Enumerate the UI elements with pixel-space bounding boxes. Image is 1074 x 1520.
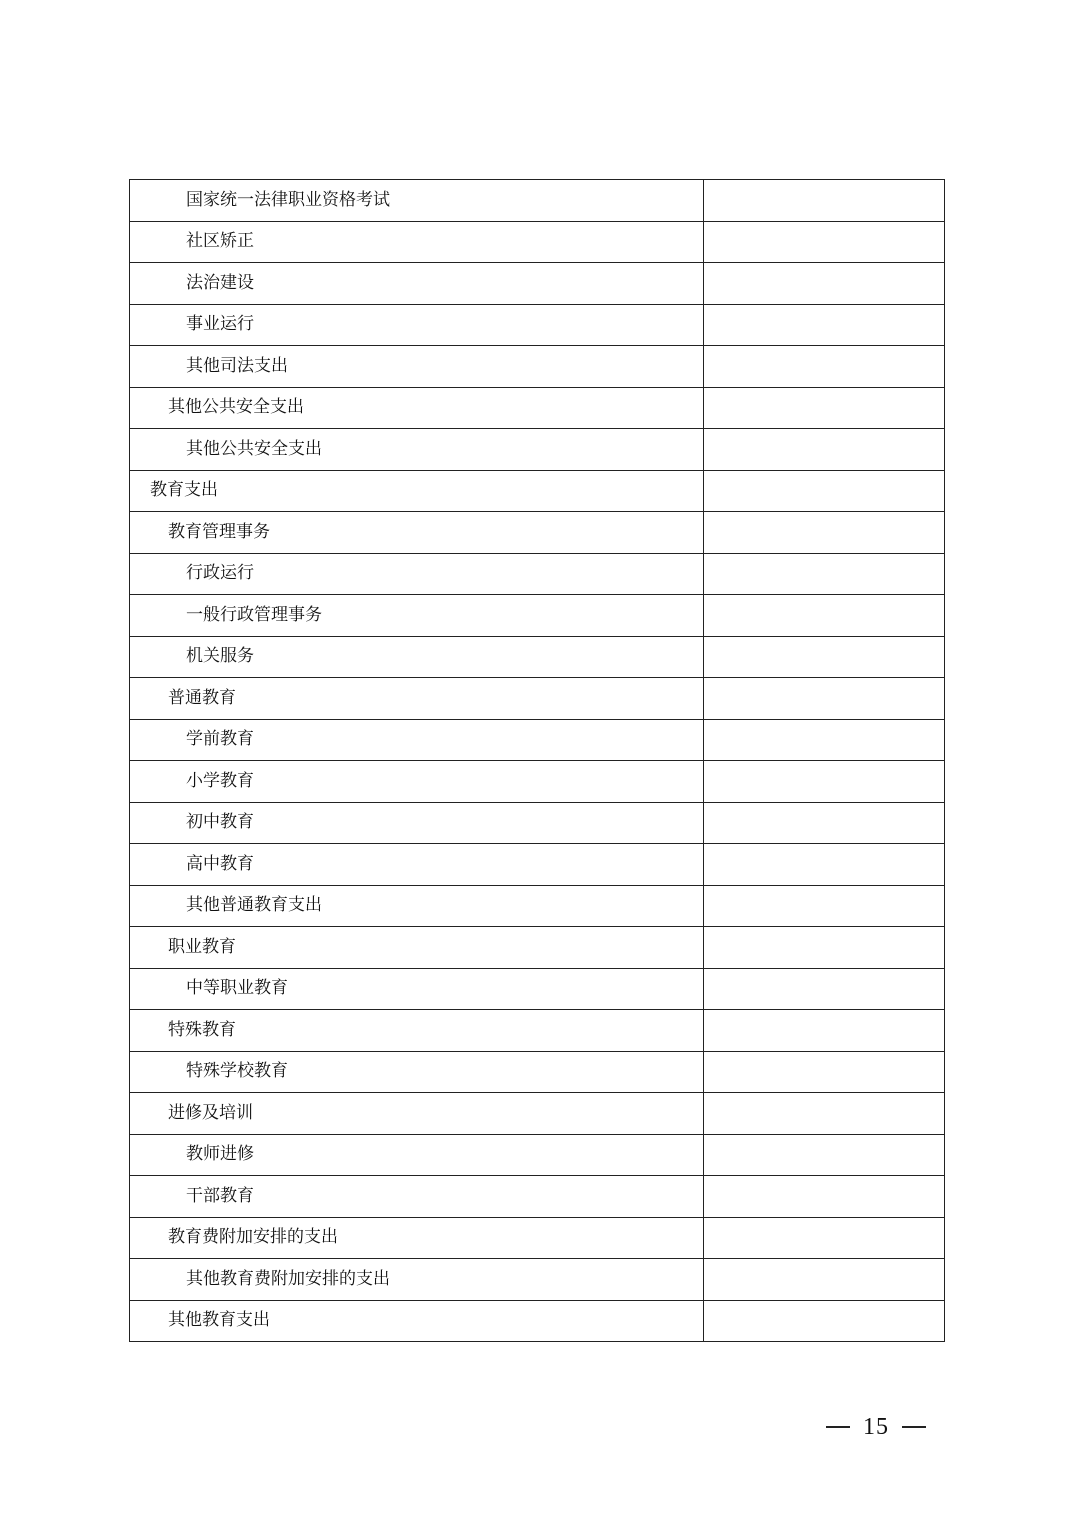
row-name-cell: 进修及培训 <box>130 1093 704 1135</box>
table-row <box>130 470 945 512</box>
row-value-cell <box>704 180 945 222</box>
table-row <box>130 719 945 761</box>
row-value-cell <box>704 221 945 263</box>
row-value-cell <box>704 1300 945 1342</box>
row-name-cell: 法治建设 <box>130 263 704 305</box>
table-row <box>130 1093 945 1135</box>
row-name-cell: 事业运行 <box>130 304 704 346</box>
row-name-cell: 小学教育 <box>130 761 704 803</box>
row-name-cell: 教育费附加安排的支出 <box>130 1217 704 1259</box>
table-row <box>130 1134 945 1176</box>
row-value-cell <box>704 304 945 346</box>
row-name-cell: 职业教育 <box>130 927 704 969</box>
table-row <box>130 346 945 388</box>
table-row <box>130 968 945 1010</box>
row-value-cell <box>704 429 945 471</box>
row-value-cell <box>704 387 945 429</box>
row-value-cell <box>704 1259 945 1301</box>
row-value-cell <box>704 802 945 844</box>
row-value-cell <box>704 1010 945 1052</box>
row-name-cell: 初中教育 <box>130 802 704 844</box>
row-value-cell <box>704 1217 945 1259</box>
row-name-cell: 学前教育 <box>130 719 704 761</box>
table-row <box>130 1010 945 1052</box>
table-row <box>130 1259 945 1301</box>
row-name-cell: 中等职业教育 <box>130 968 704 1010</box>
row-value-cell <box>704 636 945 678</box>
row-value-cell <box>704 346 945 388</box>
table-row <box>130 512 945 554</box>
row-name-cell: 其他教育费附加安排的支出 <box>130 1259 704 1301</box>
row-name-cell: 特殊学校教育 <box>130 1051 704 1093</box>
row-name-cell: 其他教育支出 <box>130 1300 704 1342</box>
table-row <box>130 636 945 678</box>
table-row <box>130 844 945 886</box>
row-name-cell: 其他公共安全支出 <box>130 429 704 471</box>
row-name-cell: 其他司法支出 <box>130 346 704 388</box>
row-value-cell <box>704 1093 945 1135</box>
row-value-cell <box>704 1134 945 1176</box>
row-name-cell: 干部教育 <box>130 1176 704 1218</box>
table-row <box>130 761 945 803</box>
row-value-cell <box>704 470 945 512</box>
table-row <box>130 180 945 222</box>
row-name-cell: 其他公共安全支出 <box>130 387 704 429</box>
table-row <box>130 553 945 595</box>
table-row <box>130 387 945 429</box>
row-name-cell: 教师进修 <box>130 1134 704 1176</box>
row-name-cell: 国家统一法律职业资格考试 <box>130 180 704 222</box>
row-value-cell <box>704 968 945 1010</box>
table-row <box>130 927 945 969</box>
row-value-cell <box>704 719 945 761</box>
table-row <box>130 1217 945 1259</box>
page-number: 15 <box>863 1413 889 1440</box>
row-name-cell: 教育支出 <box>130 470 704 512</box>
row-name-cell: 教育管理事务 <box>130 512 704 554</box>
table-row <box>130 595 945 637</box>
right-dash <box>902 1426 926 1428</box>
table-row <box>130 802 945 844</box>
table-row <box>130 1176 945 1218</box>
table-row <box>130 678 945 720</box>
budget-table <box>129 179 945 1342</box>
row-name-cell: 行政运行 <box>130 553 704 595</box>
budget-table-body <box>130 180 945 1342</box>
table-row <box>130 1300 945 1342</box>
row-value-cell <box>704 678 945 720</box>
table-row <box>130 221 945 263</box>
row-value-cell <box>704 553 945 595</box>
row-value-cell <box>704 761 945 803</box>
row-name-cell: 机关服务 <box>130 636 704 678</box>
row-name-cell: 社区矫正 <box>130 221 704 263</box>
row-name-cell: 普通教育 <box>130 678 704 720</box>
left-dash <box>826 1426 850 1428</box>
table-row <box>130 304 945 346</box>
row-value-cell <box>704 885 945 927</box>
row-name-cell: 特殊教育 <box>130 1010 704 1052</box>
row-value-cell <box>704 927 945 969</box>
row-value-cell <box>704 595 945 637</box>
table-row <box>130 429 945 471</box>
row-value-cell <box>704 1176 945 1218</box>
row-name-cell: 高中教育 <box>130 844 704 886</box>
table-row <box>130 1051 945 1093</box>
row-value-cell <box>704 263 945 305</box>
table-row <box>130 885 945 927</box>
row-value-cell <box>704 1051 945 1093</box>
row-name-cell: 其他普通教育支出 <box>130 885 704 927</box>
row-value-cell <box>704 512 945 554</box>
row-value-cell <box>704 844 945 886</box>
row-name-cell: 一般行政管理事务 <box>130 595 704 637</box>
table-row <box>130 263 945 305</box>
page-footer <box>826 1413 926 1441</box>
